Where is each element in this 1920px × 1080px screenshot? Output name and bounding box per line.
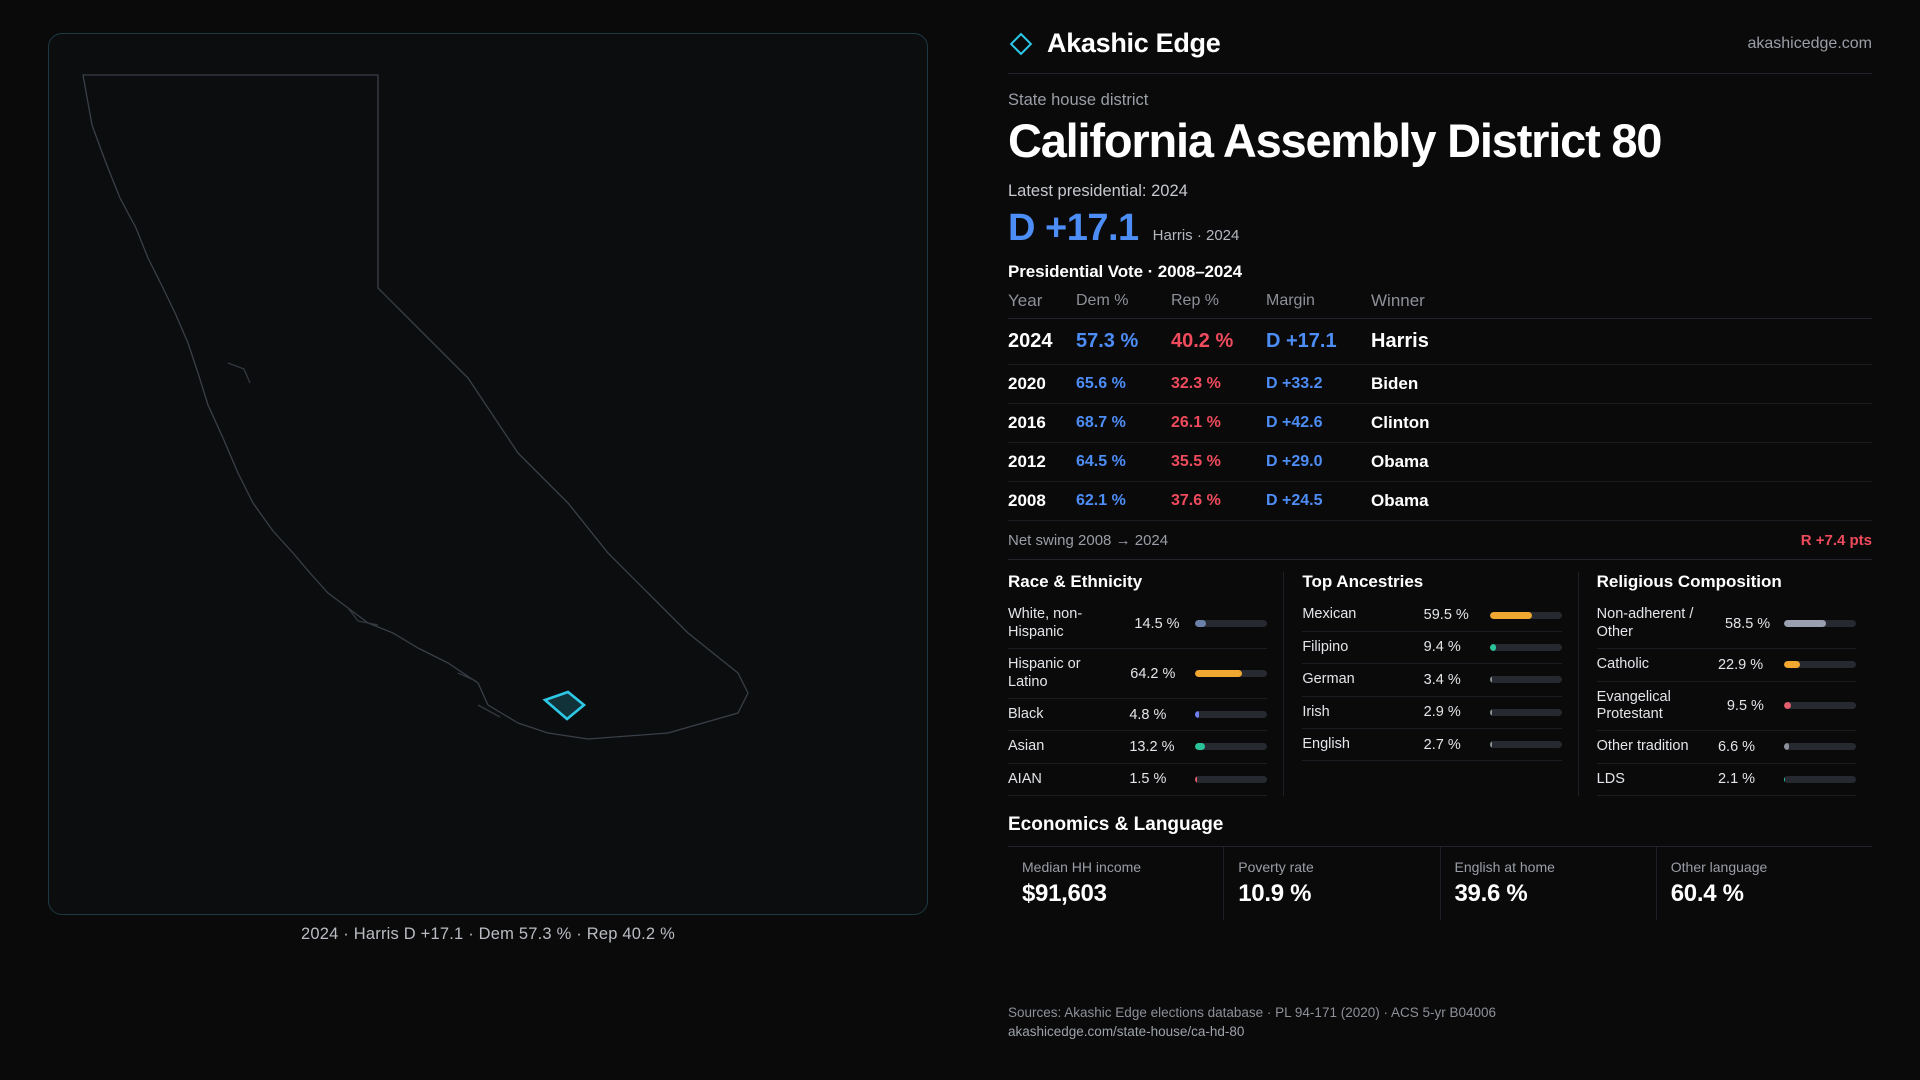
cell-year: 2024	[1008, 319, 1076, 365]
ancestry-label: Filipino	[1302, 638, 1349, 655]
sources-line: Sources: Akashic Edge elections database · PL 94-171 (2020) · ACS 5-yr B04006	[1008, 1004, 1497, 1020]
cell-rep: 37.6 %	[1171, 482, 1266, 521]
ancestry-bar	[1490, 741, 1562, 748]
cell-margin: D +29.0	[1266, 443, 1371, 482]
econ-label: Other language	[1670, 859, 1768, 876]
cell-dem: 65.6 %	[1076, 365, 1171, 404]
list-item	[1302, 599, 1561, 631]
religion-label: Non-adherent / Other	[1596, 606, 1694, 640]
ancestry-pct: 3.4 %	[1423, 671, 1461, 688]
religion-bar	[1784, 743, 1856, 750]
margin-value: D +17.1	[1008, 207, 1139, 250]
demographics-grid	[1008, 572, 1872, 796]
race-title: Race & Ethnicity	[1008, 572, 1143, 592]
economics-grid	[1008, 846, 1872, 920]
list-item	[1008, 731, 1267, 763]
race-bar	[1195, 776, 1267, 783]
race-pct: 14.5 %	[1134, 615, 1180, 632]
margin-subtext: Harris · 2024	[1152, 227, 1240, 245]
religion-label: LDS	[1596, 770, 1625, 787]
list-item	[1008, 764, 1267, 796]
race-label: Hispanic or Latino	[1008, 656, 1081, 690]
race-label: White, non-Hispanic	[1008, 606, 1083, 640]
religion-label: Other tradition	[1596, 738, 1689, 755]
brand-name: Akashic Edge	[1047, 28, 1221, 58]
race-bar	[1195, 743, 1267, 750]
table-row	[1008, 443, 1872, 482]
religion-pct: 2.1 %	[1717, 771, 1756, 788]
net-swing-row	[1008, 532, 1872, 560]
ancestry-label: Mexican	[1302, 606, 1357, 623]
race-label: AIAN	[1008, 770, 1042, 787]
race-pct: 64.2 %	[1130, 665, 1176, 682]
race-bar	[1195, 670, 1267, 677]
california-map[interactable]	[48, 33, 928, 915]
votes-section-title: Presidential Vote · 2008–2024	[1008, 262, 1242, 282]
list-item	[1302, 664, 1561, 696]
econ-value: 39.6 %	[1454, 880, 1528, 908]
religion-pct: 22.9 %	[1717, 656, 1764, 673]
cell-year: 2008	[1008, 482, 1076, 521]
cell-year: 2012	[1008, 443, 1076, 482]
brand-left	[1008, 28, 1220, 59]
ancestry-pct: 2.7 %	[1423, 736, 1461, 753]
list-item	[1302, 729, 1561, 761]
district-highlight	[545, 692, 584, 719]
ancestry-title: Top Ancestries	[1302, 572, 1424, 592]
presidential-vote-table	[1008, 291, 1872, 521]
col-winner: Winner	[1371, 291, 1872, 319]
econ-label: English at home	[1454, 859, 1555, 876]
cell-year: 2020	[1008, 365, 1076, 404]
brand-header	[1008, 28, 1872, 74]
table-row	[1008, 404, 1872, 443]
ancestry-bar	[1490, 709, 1562, 716]
econ-value: 10.9 %	[1238, 880, 1312, 908]
ancestry-label: English	[1302, 735, 1350, 752]
econ-cell	[1223, 847, 1439, 920]
religion-bar	[1784, 661, 1856, 668]
religion-bar	[1784, 776, 1856, 783]
table-row	[1008, 482, 1872, 521]
district-type-label: State house district	[1008, 91, 1149, 109]
info-panel	[960, 0, 1920, 1080]
cell-winner: Biden	[1371, 365, 1872, 404]
race-bar	[1195, 711, 1267, 718]
ancestry-pct: 9.4 %	[1423, 639, 1461, 656]
religion-label: Catholic	[1596, 656, 1650, 673]
cell-winner: Clinton	[1371, 404, 1872, 443]
list-item	[1302, 697, 1561, 729]
cell-winner: Harris	[1371, 319, 1872, 365]
econ-label: Poverty rate	[1238, 859, 1314, 876]
list-item	[1597, 599, 1856, 649]
diamond-icon	[1008, 31, 1034, 57]
table-row	[1008, 365, 1872, 404]
race-label: Black	[1008, 705, 1044, 722]
cell-winner: Obama	[1371, 482, 1872, 521]
ancestry-label: German	[1302, 671, 1355, 688]
cell-rep: 35.5 %	[1171, 443, 1266, 482]
list-item	[1302, 632, 1561, 664]
cell-margin: D +42.6	[1266, 404, 1371, 443]
econ-cell	[1656, 847, 1872, 920]
econ-value: 60.4 %	[1670, 880, 1744, 908]
table-row	[1008, 319, 1872, 365]
race-label: Asian	[1008, 738, 1045, 755]
cell-rep: 40.2 %	[1171, 319, 1266, 365]
cell-dem: 57.3 %	[1076, 319, 1171, 365]
cell-margin: D +33.2	[1266, 365, 1371, 404]
race-pct: 4.8 %	[1129, 706, 1167, 723]
list-item	[1597, 731, 1856, 763]
cell-rep: 26.1 %	[1171, 404, 1266, 443]
religion-bar	[1784, 620, 1856, 627]
cell-margin: D +24.5	[1266, 482, 1371, 521]
table-header-row	[1008, 291, 1872, 319]
cell-dem: 68.7 %	[1076, 404, 1171, 443]
list-item	[1597, 682, 1856, 732]
race-bar	[1195, 620, 1267, 627]
cell-dem: 62.1 %	[1076, 482, 1171, 521]
cell-year: 2016	[1008, 404, 1076, 443]
latest-presidential-label: Latest presidential: 2024	[1008, 182, 1188, 201]
race-pct: 13.2 %	[1129, 738, 1175, 755]
list-item	[1008, 599, 1267, 649]
ancestry-label: Irish	[1302, 703, 1330, 720]
economics-title: Economics & Language	[1008, 814, 1224, 836]
footer-sources	[1008, 1003, 1872, 1042]
net-swing-label: Net swing 2008 → 2024	[1008, 532, 1169, 550]
map-caption: 2024 · Harris D +17.1 · Dem 57.3 % · Rep 40.2 %	[301, 925, 675, 943]
ancestry-bar	[1490, 612, 1562, 619]
col-rep: Rep %	[1171, 291, 1266, 319]
econ-value: $91,603	[1022, 880, 1107, 908]
cell-rep: 32.3 %	[1171, 365, 1266, 404]
ancestry-bar	[1490, 644, 1562, 651]
econ-cell	[1440, 847, 1656, 920]
ancestries-column	[1283, 572, 1577, 796]
religion-pct: 9.5 %	[1726, 697, 1764, 714]
net-swing-value: R +7.4 pts	[1800, 532, 1872, 550]
cell-winner: Obama	[1371, 443, 1872, 482]
religion-column	[1578, 572, 1872, 796]
religion-label: Evangelical Protestant	[1596, 688, 1671, 722]
col-year: Year	[1008, 291, 1076, 319]
race-pct: 1.5 %	[1129, 771, 1167, 788]
ancestry-bar	[1490, 676, 1562, 683]
list-item	[1597, 764, 1856, 796]
list-item	[1008, 699, 1267, 731]
ancestry-pct: 2.9 %	[1423, 704, 1461, 721]
page-title: California Assembly District 80	[1008, 114, 1662, 167]
list-item	[1008, 649, 1267, 699]
econ-cell	[1008, 847, 1223, 920]
religion-pct: 58.5 %	[1725, 615, 1771, 632]
religion-title: Religious Composition	[1596, 572, 1782, 592]
race-ethnicity-column	[1008, 572, 1283, 796]
brand-site[interactable]: akashicedge.com	[1747, 34, 1872, 52]
col-margin: Margin	[1266, 291, 1371, 319]
source-url[interactable]: akashicedge.com/state-house/ca-hd-80	[1008, 1024, 1245, 1040]
cell-margin: D +17.1	[1266, 319, 1371, 365]
headline-margin	[1008, 207, 1872, 250]
list-item	[1597, 649, 1856, 681]
religion-pct: 6.6 %	[1717, 738, 1756, 755]
religion-bar	[1784, 702, 1856, 709]
cell-dem: 64.5 %	[1076, 443, 1171, 482]
econ-label: Median HH income	[1022, 859, 1142, 876]
col-dem: Dem %	[1076, 291, 1171, 319]
ancestry-pct: 59.5 %	[1423, 607, 1469, 624]
